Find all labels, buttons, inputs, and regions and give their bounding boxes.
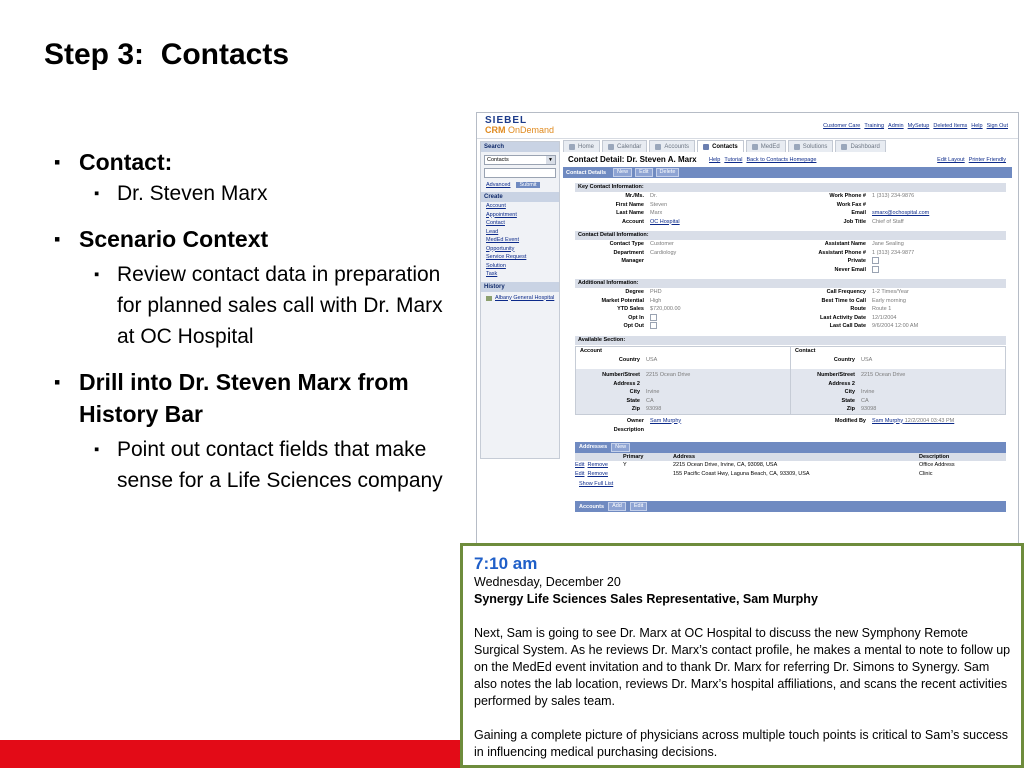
new-address-button[interactable]: New bbox=[611, 443, 630, 452]
search-input[interactable] bbox=[484, 168, 556, 178]
field-label: Assistant Phone # bbox=[818, 249, 866, 256]
owner-link[interactable]: Sam Murphy bbox=[650, 417, 682, 424]
column-title: Contact bbox=[795, 347, 816, 354]
tab-home[interactable]: Home bbox=[563, 140, 600, 152]
advanced-search-link[interactable]: Advanced bbox=[486, 182, 511, 188]
scenario-time: 7:10 am bbox=[474, 554, 538, 573]
column-title: Account bbox=[580, 347, 602, 354]
key-icon bbox=[794, 144, 800, 150]
add-account-button[interactable]: Add bbox=[608, 502, 626, 511]
field-value bbox=[872, 201, 1006, 210]
opt-in-checkbox[interactable] bbox=[650, 314, 770, 323]
field-label: Route bbox=[850, 306, 866, 312]
field-value: Chief of Staff bbox=[872, 218, 904, 225]
field-label: Market Potential bbox=[601, 297, 644, 304]
field-value: 2215 Ocean Drive bbox=[861, 372, 906, 378]
crm-header bbox=[477, 113, 1018, 139]
field-label: Number/Street bbox=[602, 372, 640, 378]
field-value: 1-2 Times/Year bbox=[872, 289, 909, 295]
field-value: Marx bbox=[650, 210, 663, 216]
field-label: Private bbox=[847, 258, 866, 264]
field-value: Irvine bbox=[861, 389, 875, 395]
link-training[interactable]: Training bbox=[864, 123, 885, 129]
address-description: Clinic bbox=[919, 470, 933, 477]
addresses-label: Addresses bbox=[579, 444, 608, 450]
field-label: Description bbox=[613, 426, 644, 433]
field-label: Country bbox=[833, 356, 855, 363]
field-value bbox=[650, 257, 770, 266]
opt-out-checkbox[interactable] bbox=[650, 322, 770, 331]
field-value: $720,000.00 bbox=[650, 306, 681, 312]
home-icon bbox=[569, 144, 575, 150]
tab-calendar[interactable]: Calendar bbox=[602, 140, 647, 152]
field-label: Last Call Date bbox=[829, 323, 866, 329]
field-label: Zip bbox=[846, 406, 855, 412]
history-item-albany-general-hospital[interactable]: Albany General Hospital bbox=[481, 295, 559, 301]
field-value bbox=[646, 380, 790, 389]
field-value: 2215 Ocean Drive bbox=[646, 372, 691, 378]
never-email-checkbox[interactable] bbox=[872, 266, 1006, 275]
field-value: 9/6/2004 12:00 AM bbox=[872, 323, 919, 329]
tab-contacts[interactable]: Contacts bbox=[697, 140, 744, 152]
field-label: State bbox=[626, 397, 640, 404]
field-value: Cardiology bbox=[650, 249, 677, 256]
field-value: Irvine bbox=[646, 389, 660, 395]
link-sign-out[interactable]: Sign Out bbox=[986, 123, 1008, 129]
field-value: Dr. bbox=[650, 193, 658, 199]
field-label: Manager bbox=[621, 258, 644, 264]
field-label: Address 2 bbox=[828, 380, 855, 387]
left-action-bar bbox=[480, 141, 560, 459]
section-header: Key Contact Information: bbox=[575, 183, 1006, 192]
field-value: USA bbox=[646, 356, 658, 363]
building-icon bbox=[655, 144, 661, 150]
delete-button[interactable]: Delete bbox=[656, 168, 680, 177]
edit-account-button[interactable]: Edit bbox=[630, 502, 647, 511]
field-label: Account bbox=[622, 218, 644, 225]
people-icon bbox=[703, 144, 709, 150]
field-value: PHD bbox=[650, 289, 662, 295]
create-service-request-link[interactable]: Service Request bbox=[486, 254, 527, 260]
scenario-paragraph-1: Next, Sam is going to see Dr. Marx at OC Hospital to discuss the new Symphony Remote Surgical System. As he reviews Dr. Marx’s contact profile, he makes a mental to note to follow up on the MedEd event invitation and to thank Dr. Marx for referring Dr. Simons to Synergy. Sam also notes the lab location, reviews Dr. Marx’s hospital affiliations, and scans the recent activities performed by sales team. bbox=[474, 626, 1011, 708]
field-value: Steven bbox=[650, 201, 668, 208]
modified-date: 12/2/2004 03:43 PM bbox=[904, 417, 955, 424]
submit-button[interactable]: Submit bbox=[516, 182, 539, 188]
footer-accent-bar bbox=[0, 740, 460, 768]
field-label: Assistant Name bbox=[824, 241, 866, 247]
contact-detail-pane bbox=[563, 153, 1012, 543]
field-value: Jane Sealing bbox=[872, 241, 904, 247]
field-value: 1 (313) 234-9877 bbox=[872, 249, 915, 256]
field-label: Mr./Ms. bbox=[625, 193, 644, 199]
create-appointment-link[interactable]: Appointment bbox=[486, 211, 517, 218]
address-description: Office Address bbox=[919, 462, 955, 468]
tab-dashboard[interactable]: Dashboard bbox=[835, 140, 885, 152]
table-row bbox=[575, 470, 1006, 479]
email-link[interactable]: smarx@ochospital.com bbox=[872, 210, 930, 216]
address-text: 155 Pacific Coast Hwy, Laguna Beach, CA, 93309, USA bbox=[673, 470, 810, 477]
edit-address-link[interactable]: Edit bbox=[575, 462, 585, 468]
field-value: High bbox=[650, 297, 662, 304]
main-tabs bbox=[563, 140, 886, 152]
contact-details-bar bbox=[563, 167, 1012, 178]
address-text: 2215 Ocean Drive, Irvine, CA, 93098, USA bbox=[673, 462, 778, 468]
field-label: State bbox=[841, 397, 855, 404]
field-label: Work Fax # bbox=[836, 201, 866, 208]
link-mysetup[interactable]: MySetup bbox=[907, 123, 930, 129]
create-header: Create bbox=[481, 192, 559, 202]
field-label: Address 2 bbox=[613, 380, 640, 387]
field-label: Degree bbox=[625, 289, 644, 295]
edit-address-link[interactable]: Edit bbox=[575, 470, 585, 477]
sub-bullet-contact-name: ▪ Dr. Steven Marx bbox=[94, 178, 459, 209]
field-value: 93098 bbox=[646, 406, 662, 412]
field-label: Job Title bbox=[843, 218, 866, 225]
crm-screenshot bbox=[476, 112, 1019, 544]
tab-solutions[interactable]: Solutions bbox=[788, 140, 834, 152]
field-label: First Name bbox=[615, 201, 644, 208]
tab-accounts[interactable]: Accounts bbox=[649, 140, 695, 152]
field-label: City bbox=[844, 389, 855, 395]
create-lead-link[interactable]: Lead bbox=[486, 228, 499, 235]
slide-title: Step 3: Contacts bbox=[44, 38, 290, 71]
field-label: Last Name bbox=[616, 210, 644, 216]
new-button[interactable]: New bbox=[613, 168, 632, 177]
remove-address-link[interactable]: Remove bbox=[587, 470, 608, 477]
create-account-link[interactable]: Account bbox=[486, 203, 506, 209]
field-label: Call Frequency bbox=[826, 289, 866, 295]
field-label: Number/Street bbox=[817, 372, 855, 378]
link-customer-care[interactable]: Customer Care bbox=[823, 123, 861, 129]
field-label: Zip bbox=[631, 406, 640, 412]
field-value: Early morning bbox=[872, 297, 906, 304]
create-task-link[interactable]: Task bbox=[486, 271, 498, 277]
create-opportunity-link[interactable]: Opportunity bbox=[486, 245, 515, 252]
field-value: 1 (313) 234-9876 bbox=[872, 193, 915, 199]
section-header: Additional Information: bbox=[575, 279, 1006, 288]
printer-friendly-link[interactable]: Printer Friendly bbox=[968, 157, 1006, 163]
field-value: 93098 bbox=[861, 406, 877, 412]
field-value: Route 1 bbox=[872, 306, 892, 312]
field-label: Country bbox=[618, 356, 640, 363]
bullet-drill-into: ▪ Drill into Dr. Steven Marx from History Bar bbox=[54, 366, 459, 430]
key-contact-section bbox=[575, 183, 1006, 226]
edit-button[interactable]: Edit bbox=[635, 168, 652, 177]
siebel-logo: SIEBEL bbox=[485, 115, 528, 126]
field-label: Modified By bbox=[834, 417, 866, 424]
sub-bullet-scenario: ▪ Review contact data in preparation for planned sales call with Dr. Marx at OC Hospital bbox=[94, 259, 459, 352]
private-checkbox[interactable] bbox=[872, 257, 1006, 266]
field-value: USA bbox=[861, 356, 873, 363]
modified-by-link[interactable]: Sam Murphy bbox=[872, 417, 904, 424]
field-label: Never Email bbox=[834, 266, 866, 273]
addresses-table bbox=[575, 453, 1006, 479]
field-label: Best Time to Call bbox=[821, 297, 866, 304]
contact-detail-title: Contact Detail: Dr. Steven A. Marx bbox=[568, 155, 697, 164]
calendar-icon bbox=[608, 144, 614, 150]
bullet-contact: ▪ Contact: bbox=[54, 146, 459, 178]
field-value: 12/1/2004 bbox=[872, 314, 897, 321]
contact-details-label: Contact Details bbox=[566, 169, 607, 176]
create-solution-link[interactable]: Solution bbox=[486, 262, 506, 269]
field-label: Last Activity Date bbox=[820, 314, 866, 321]
field-label: Owner bbox=[626, 417, 644, 424]
link-admin[interactable]: Admin bbox=[888, 123, 904, 129]
meded-icon bbox=[752, 144, 758, 150]
field-value: CA bbox=[861, 397, 869, 404]
contact-address-column bbox=[790, 347, 1005, 414]
accounts-bar bbox=[575, 501, 1006, 512]
create-meded-event-link[interactable]: MedEd Event bbox=[486, 237, 520, 243]
accounts-label: Accounts bbox=[579, 503, 605, 510]
crm-ondemand-logo: CRM OnDemand bbox=[485, 125, 555, 135]
search-header: Search bbox=[481, 142, 559, 152]
field-label: Opt Out bbox=[623, 323, 644, 329]
bullet-list bbox=[54, 146, 459, 496]
section-header: Contact Detail Information: bbox=[575, 231, 1006, 240]
search-type-select[interactable]: Contacts ▼ bbox=[484, 155, 556, 165]
remove-address-link[interactable]: Remove bbox=[587, 462, 608, 468]
field-label: City bbox=[629, 389, 640, 395]
field-label: Email bbox=[851, 210, 866, 216]
account-link[interactable]: OC Hospital bbox=[650, 218, 680, 225]
field-value bbox=[861, 380, 1005, 389]
table-row bbox=[575, 461, 1006, 470]
field-label: Work Phone # bbox=[829, 193, 866, 199]
gauge-icon bbox=[841, 144, 847, 150]
scenario-role: Synergy Life Sciences Sales Representative, Sam Murphy bbox=[474, 592, 818, 606]
available-section bbox=[575, 336, 1006, 435]
section-header: Available Section: bbox=[575, 336, 1006, 345]
link-deleted-items[interactable]: Deleted Items bbox=[933, 123, 968, 129]
field-label: Contact Type bbox=[609, 241, 644, 247]
sub-bullet-fields: ▪ Point out contact fields that make sense for a Life Sciences company bbox=[94, 434, 459, 496]
history-header: History bbox=[481, 282, 559, 292]
edit-layout-link[interactable]: Edit Layout bbox=[937, 157, 965, 163]
help-link[interactable]: Help bbox=[709, 157, 721, 163]
field-value: CA bbox=[646, 397, 654, 404]
account-address-column bbox=[576, 347, 790, 414]
create-contact-link[interactable]: Contact bbox=[486, 220, 505, 226]
field-label: Opt In bbox=[628, 314, 644, 321]
scenario-paragraph-2: Gaining a complete picture of physicians across multiple touch points is critical to Sam’s success in influencing medical purchasing decisions. bbox=[474, 728, 1009, 759]
show-full-list-link[interactable]: Show Full List bbox=[579, 481, 614, 487]
bullet-scenario-context: ▪ Scenario Context bbox=[54, 223, 459, 255]
field-value bbox=[650, 266, 770, 275]
back-to-contacts-link[interactable]: Back to Contacts Homepage bbox=[746, 157, 817, 163]
field-label bbox=[575, 266, 650, 275]
primary-flag: Y bbox=[623, 462, 627, 468]
scenario-date: Wednesday, December 20 bbox=[474, 575, 621, 589]
addresses-bar bbox=[575, 442, 1006, 453]
field-value: Customer bbox=[650, 241, 674, 247]
field-label: YTD Sales bbox=[617, 306, 644, 312]
tab-meded[interactable]: MedEd bbox=[746, 140, 786, 152]
link-help[interactable]: Help bbox=[971, 123, 983, 129]
table-header-row: Primary Address Description bbox=[575, 453, 1006, 462]
tutorial-link[interactable]: Tutorial bbox=[724, 157, 743, 163]
top-links bbox=[823, 123, 1008, 129]
contact-detail-section bbox=[575, 231, 1006, 274]
field-label: Department bbox=[613, 249, 644, 256]
scenario-notes-box bbox=[460, 543, 1024, 768]
chevron-down-icon: ▼ bbox=[546, 156, 555, 164]
primary-flag bbox=[623, 470, 673, 479]
additional-info-section bbox=[575, 279, 1006, 331]
